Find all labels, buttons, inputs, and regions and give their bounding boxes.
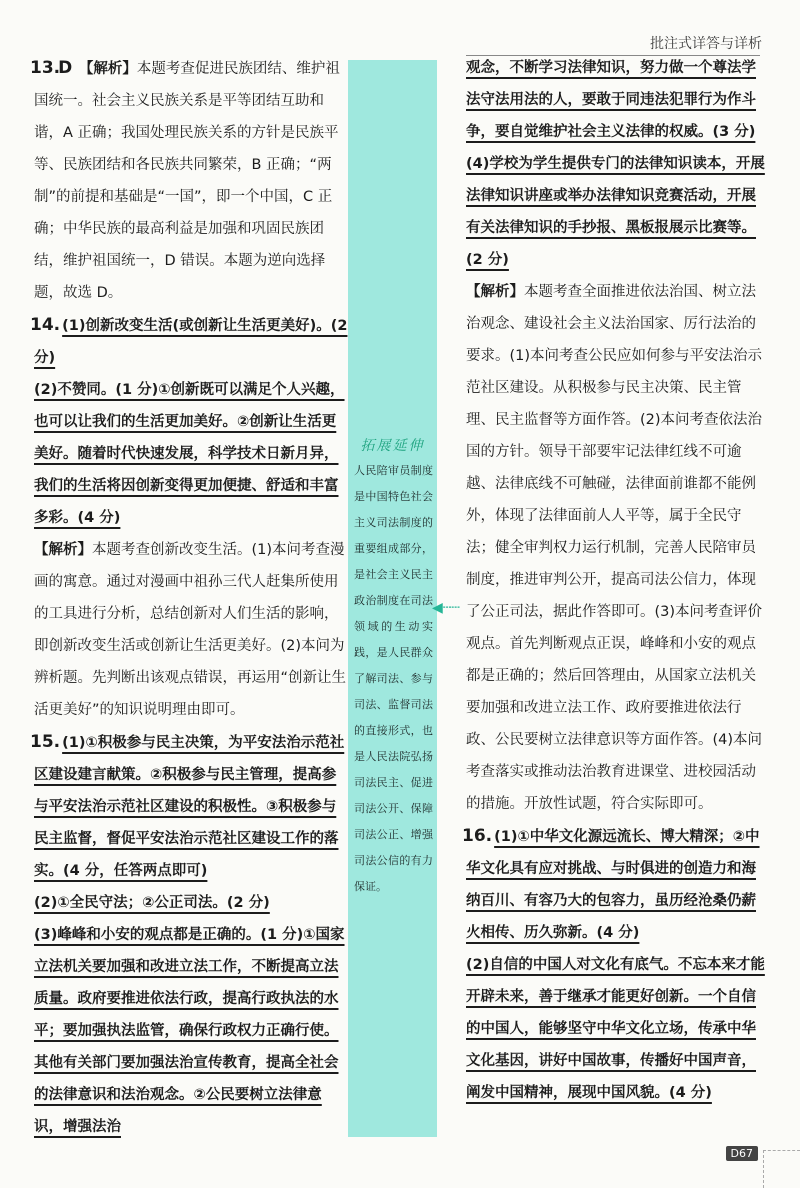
- q14-analysis: 本题考查创新改变生活。(1)本问考查漫画的寓意。通过对漫画中祖孙三代人赶集所使用的工具进行分析，总结创新对人们生活的影响，即创新改变生活或创新让生活更美好。(2)本问为辨析题。先判断出该观点错误，再运用“创新让生活更美好”的知识说明理由即可。: [34, 542, 347, 718]
- q15-answer-3b: [466, 52, 766, 148]
- q15-number: 15.: [30, 732, 61, 752]
- page-corner-decoration: [763, 1150, 800, 1188]
- q13-analysis-tag: 【解析】: [78, 61, 137, 77]
- q16-part2: (2)自信的中国人对文化有底气。不忘本来才能开辟未来，善于继承才能更好创新。一个自信的中国人，能够坚守中华文化立场，传承中华文化基因，讲好中国故事，传播好中国声音，阐发中国精神，展现中国风貌。(4 分): [466, 957, 765, 1101]
- q13-number: 13.: [30, 58, 61, 78]
- q15-answer-2: [34, 887, 348, 919]
- q15-part2: (2)①全民守法；②公正司法。(2 分): [34, 895, 270, 911]
- page-number: D67: [726, 1146, 758, 1161]
- extension-title: 拓展延伸: [360, 438, 425, 454]
- q16-answer-1: [462, 820, 766, 949]
- extension-body: 人民陪审员制度是中国特色社会主义司法制度的重要组成部分，是社会主义民主政治制度在司法领域的生动实践，是人民群众了解司法、参与司法、监督司法的直接形式，也是人民法院弘扬司法民主、促进司法公开、保障司法公正、增强司法公信的有力保证。: [354, 464, 433, 893]
- q16-part1: (1)①中华文化源远流长、博大精深；②中华文化具有应对挑战、与时俱进的创造力和海纳百川、有容乃大的包容力，虽历经沧桑仍薪火相传、历久弥新。(4 分): [466, 829, 760, 941]
- q15-analysis-block: [466, 276, 766, 820]
- q14-part1: (1)创新改变生活(或创新让生活更美好)。(2 分): [34, 318, 348, 366]
- q15-answer-4: [466, 148, 766, 276]
- q15-answer-3a: [34, 919, 348, 1143]
- q14-number: 14.: [30, 315, 61, 335]
- q14-answer-2: [34, 374, 348, 534]
- right-column: [462, 52, 766, 1109]
- q13-block: [30, 52, 348, 309]
- extension-sidebar: [348, 60, 437, 1137]
- q14-part2: (2)不赞同。(1 分)①创新既可以满足个人兴趣，也可以让我们的生活更加美好。②创新让生活更美好。随着时代快速发展，科学技术日新月异，我们的生活将因创新变得更加便捷、舒适和丰富多彩。(4 分): [34, 382, 345, 526]
- q15-answer-1: [30, 726, 348, 887]
- q16-answer-2: [466, 949, 766, 1109]
- q14-analysis-block: [34, 534, 348, 726]
- arrow-left-icon: ◀┄┄: [432, 600, 460, 616]
- q15-analysis-tag: 【解析】: [466, 284, 524, 300]
- q15-part1: (1)①积极参与民主决策，为平安法治示范社区建设建言献策。②积极参与民主管理，提高参与平安法治示范社区建设的积极性。③积极参与民主监督，督促平安法治示范社区建设工作的落实。(4 分，任答两点即可): [34, 735, 345, 879]
- q13-answer: D: [58, 58, 73, 78]
- q14-answer-1: [30, 309, 348, 374]
- q15-part4: (4)学校为学生提供专门的法律知识读本，开展法律知识讲座或举办法律知识竞赛活动，开展有关法律知识的手抄报、黑板报展示比赛等。(2 分): [466, 156, 765, 268]
- q15-part3b: 观念，不断学习法律知识，努力做一个尊法学法守法用法的人，要敢于同违法犯罪行为作斗争，要自觉维护社会主义法律的权威。(3 分): [466, 60, 756, 140]
- q15-part3a: (3)峰峰和小安的观点都是正确的。(1 分)①国家立法机关要加强和改进立法工作，不断提高立法质量。政府要推进依法行政，提高行政执法的水平；要加强执法监管，确保行政权力正确行使。其他有关部门要加强法治宣传教育，提高全社会的法律意识和法治观念。②公民要树立法律意识，增强法治: [34, 927, 345, 1135]
- q14-analysis-tag: 【解析】: [34, 542, 92, 558]
- header-title: 批注式详答与详析: [650, 36, 762, 52]
- q16-number: 16.: [462, 826, 493, 846]
- q15-analysis: 本题考查全面推进依法治国、树立法治观念、建设社会主义法治国家、厉行法治的要求。(1)本问考查公民应如何参与平安法治示范社区建设。从积极参与民主决策、民主管理、民主监督等方面作答。(2)本问考查依法治国的方针。领导干部要牢记法律红线不可逾越、法律底线不可触碰，法律面前谁都不能例外，体现了法律面前人人平等，属于全民守法；健全审判权力运行机制，完善人民陪审员制度，推进审判公开，提高司法公信力，体现了公正司法，据此作答即可。(3)本问考查评价观点。首先判断观点正误，峰峰和小安的观点都是正确的；然后回答理由，从国家立法机关要加强和改进立法工作、政府要推进依法行政、公民要树立法律意识等方面作答。(4)本问考查落实或推动法治教育进课堂、进校园活动的措施。开放性试题，符合实际即可。: [466, 284, 763, 812]
- left-column: [30, 52, 348, 1143]
- q13-analysis: 本题考查促进民族团结、维护祖国统一。社会主义民族关系是平等团结互助和谐，A 正确；我国处理民族关系的方针是民族平等、民族团结和各民族共同繁荣，B 正确；“两制”的前提和基础是“一国”，即一个中国，C 正确；中华民族的最高利益是加强和巩固民族团结，维护祖国统一，D 错误。本题为逆向选择题，故选 D。: [34, 61, 340, 301]
